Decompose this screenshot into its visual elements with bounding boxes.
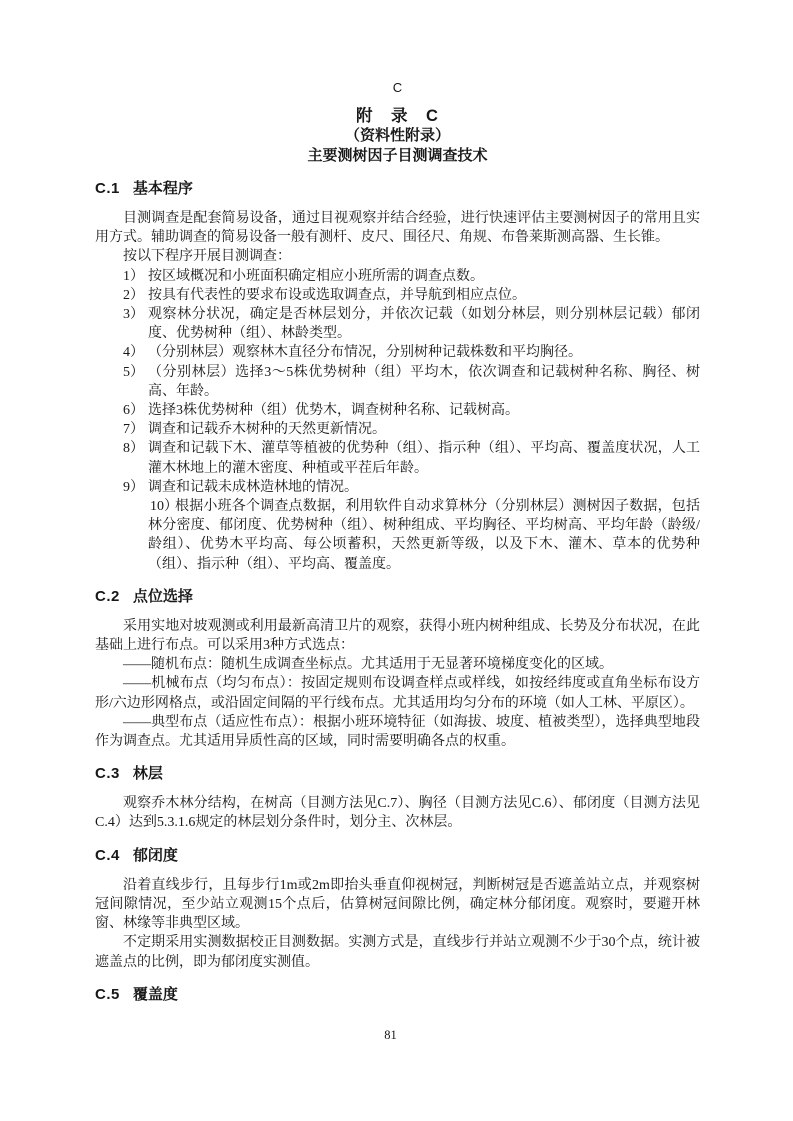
dash-bullet: ——机械布点（均匀布点）：按固定规则布设调查样点或样线，如按经纬度或直角坐标布设方形/六边形网格点，或沿固定间隔的平行线布点。尤其适用均匀分布的环境（如人工林、平原区）。 xyxy=(95,676,700,711)
appendix-type: （资料性附录） xyxy=(344,127,450,144)
section-number: C.2 xyxy=(95,587,120,605)
section-c4 xyxy=(95,846,700,972)
list-item-number: 3） xyxy=(123,307,144,323)
paragraph: 不定期采用实测数据校正目测数据。实测方式是，直线步行并站立观测不少于30个点，统计被遮盖点的比例，即为郁闭度实测值。 xyxy=(95,935,700,970)
section-c5 xyxy=(95,985,700,1005)
list-item-text: （分别林层）观察林木直径分布情况，分别树种记载株数和平均胸径。 xyxy=(148,345,582,361)
section-title: 林层 xyxy=(132,765,163,783)
list-item-text: 调查和记载下木、灌草等植被的优势种（组）、指示种（组）、平均高、覆盖度状况，人工灌木林地上的灌木密度、种植或平茬后年龄。 xyxy=(148,441,700,476)
paragraph: 目测调查是配套简易设备，通过目视观察并结合经验，进行快速评估主要测树因子的常用且实用方式。辅助调查的简易设备一般有测杆、皮尺、围径尺、角规、布鲁莱斯测高器、生长锥。 xyxy=(95,211,700,246)
appendix-title: 附 录 C xyxy=(356,107,439,125)
appendix-doc-title: 主要测树因子目测调查技术 xyxy=(307,147,488,164)
list-item-text: 调查和记载未成林造林地的情况。 xyxy=(148,479,358,495)
list-item xyxy=(95,401,700,420)
list-item xyxy=(95,267,700,286)
list-item-text: （分别林层）选择3～5株优势树种（组）平均木，依次调查和记载树种名称、胸径、树高、年龄。 xyxy=(148,364,700,399)
section-title: 点位选择 xyxy=(132,587,193,605)
dash-bullet: ——典型布点（适应性布点）：根据小班环境特征（如海拔、坡度、植被类型），选择典型地段作为调查点。尤其适用异质性高的区域，同时需要明确各点的权重。 xyxy=(95,714,700,750)
section-c2 xyxy=(95,587,700,751)
section-number: C.3 xyxy=(95,765,120,783)
section-c1-heading xyxy=(95,179,700,199)
list-item-text: 按区域概况和小班面积确定相应小班所需的调查点数。 xyxy=(148,268,484,284)
list-item-number: 1） xyxy=(123,268,144,284)
list-item-text: 按具有代表性的要求布设或选取调查点，并导航到相应点位。 xyxy=(148,287,526,303)
paragraph: 观察乔木林分结构，在树高（目测方法见C.7）、胸径（目测方法见C.6）、郁闭度（目测方法见C.4）达到5.3.1.6规定的林层划分条件时，划分主、次林层。 xyxy=(95,796,700,831)
list-item-number: 10） xyxy=(150,499,178,515)
list-item xyxy=(95,286,700,305)
appendix-header xyxy=(95,106,700,166)
list-item xyxy=(95,439,700,477)
list-item xyxy=(95,363,700,401)
list-item-number: 4） xyxy=(123,345,144,361)
section-number: C.4 xyxy=(95,846,120,864)
page-number: 81 xyxy=(384,1028,397,1042)
section-c2-heading xyxy=(95,587,700,607)
list-item-number: 8） xyxy=(123,441,144,457)
section-c4-heading xyxy=(95,846,700,866)
section-title: 基本程序 xyxy=(132,180,193,197)
section-c1 xyxy=(95,179,700,574)
list-item-number: 5） xyxy=(123,364,144,380)
list-item-text: 调查和记载乔木树种的天然更新情况。 xyxy=(148,422,386,438)
numbered-list xyxy=(95,267,700,574)
list-item-number: 6） xyxy=(123,403,144,419)
section-c5-heading xyxy=(95,985,700,1005)
list-item-number: 2） xyxy=(123,287,144,303)
appendix-letter: C xyxy=(392,80,403,95)
section-c3 xyxy=(95,764,700,832)
list-item xyxy=(95,305,700,343)
list-item-text: 选择3株优势树种（组）优势木，调查树种名称、记载树高。 xyxy=(148,403,519,419)
section-number: C.5 xyxy=(95,985,120,1003)
list-item-text: 观察林分状况，确定是否林层划分，并依次记载（如划分林层，则分别林层记载）郁闭度、优势树种（组）、林龄类型。 xyxy=(148,307,700,342)
list-item xyxy=(95,343,700,362)
list-item xyxy=(95,497,700,574)
list-item-number: 7） xyxy=(123,422,144,438)
dash-bullet: ——随机布点：随机生成调查坐标点。尤其适用于无显著环境梯度变化的区域。 xyxy=(123,657,613,673)
list-item-text: 根据小班各个调查点数据，利用软件自动求算林分（分别林层）测树因子数据，包括林分密度、郁闭度、优势树种（组）、树种组成、平均胸径、平均树高、平均年龄（龄级/龄组）、优势木平均高、每公顷蓄积，天然更新等级，以及下木、灌木、草本的优势种（组）、指示种（组）、平均高、覆盖度。 xyxy=(148,499,700,572)
section-number: C.1 xyxy=(95,180,120,197)
paragraph: 沿着直线步行，且每步行1m或2m即抬头垂直仰视树冠，判断树冠是否遮盖站立点，并观察树冠间隙情况，至少站立观测15个点后，估算树冠间隙比例，确定林分郁闭度。观察时，要避开林窗、林缘等非典型区域。 xyxy=(95,877,700,932)
section-title: 郁闭度 xyxy=(132,846,178,864)
list-lead-paragraph: 按以下程序开展目测调查： xyxy=(123,249,291,265)
section-c3-heading xyxy=(95,764,700,784)
list-item xyxy=(95,478,700,497)
section-title: 覆盖度 xyxy=(132,985,178,1003)
list-item xyxy=(95,420,700,439)
list-item-number: 9） xyxy=(123,479,144,495)
paragraph: 采用实地对坡观测或利用最新高清卫片的观察，获得小班内树种组成、长势及分布状况，在此基础上进行布点。可以采用3种方式选点： xyxy=(95,618,700,654)
